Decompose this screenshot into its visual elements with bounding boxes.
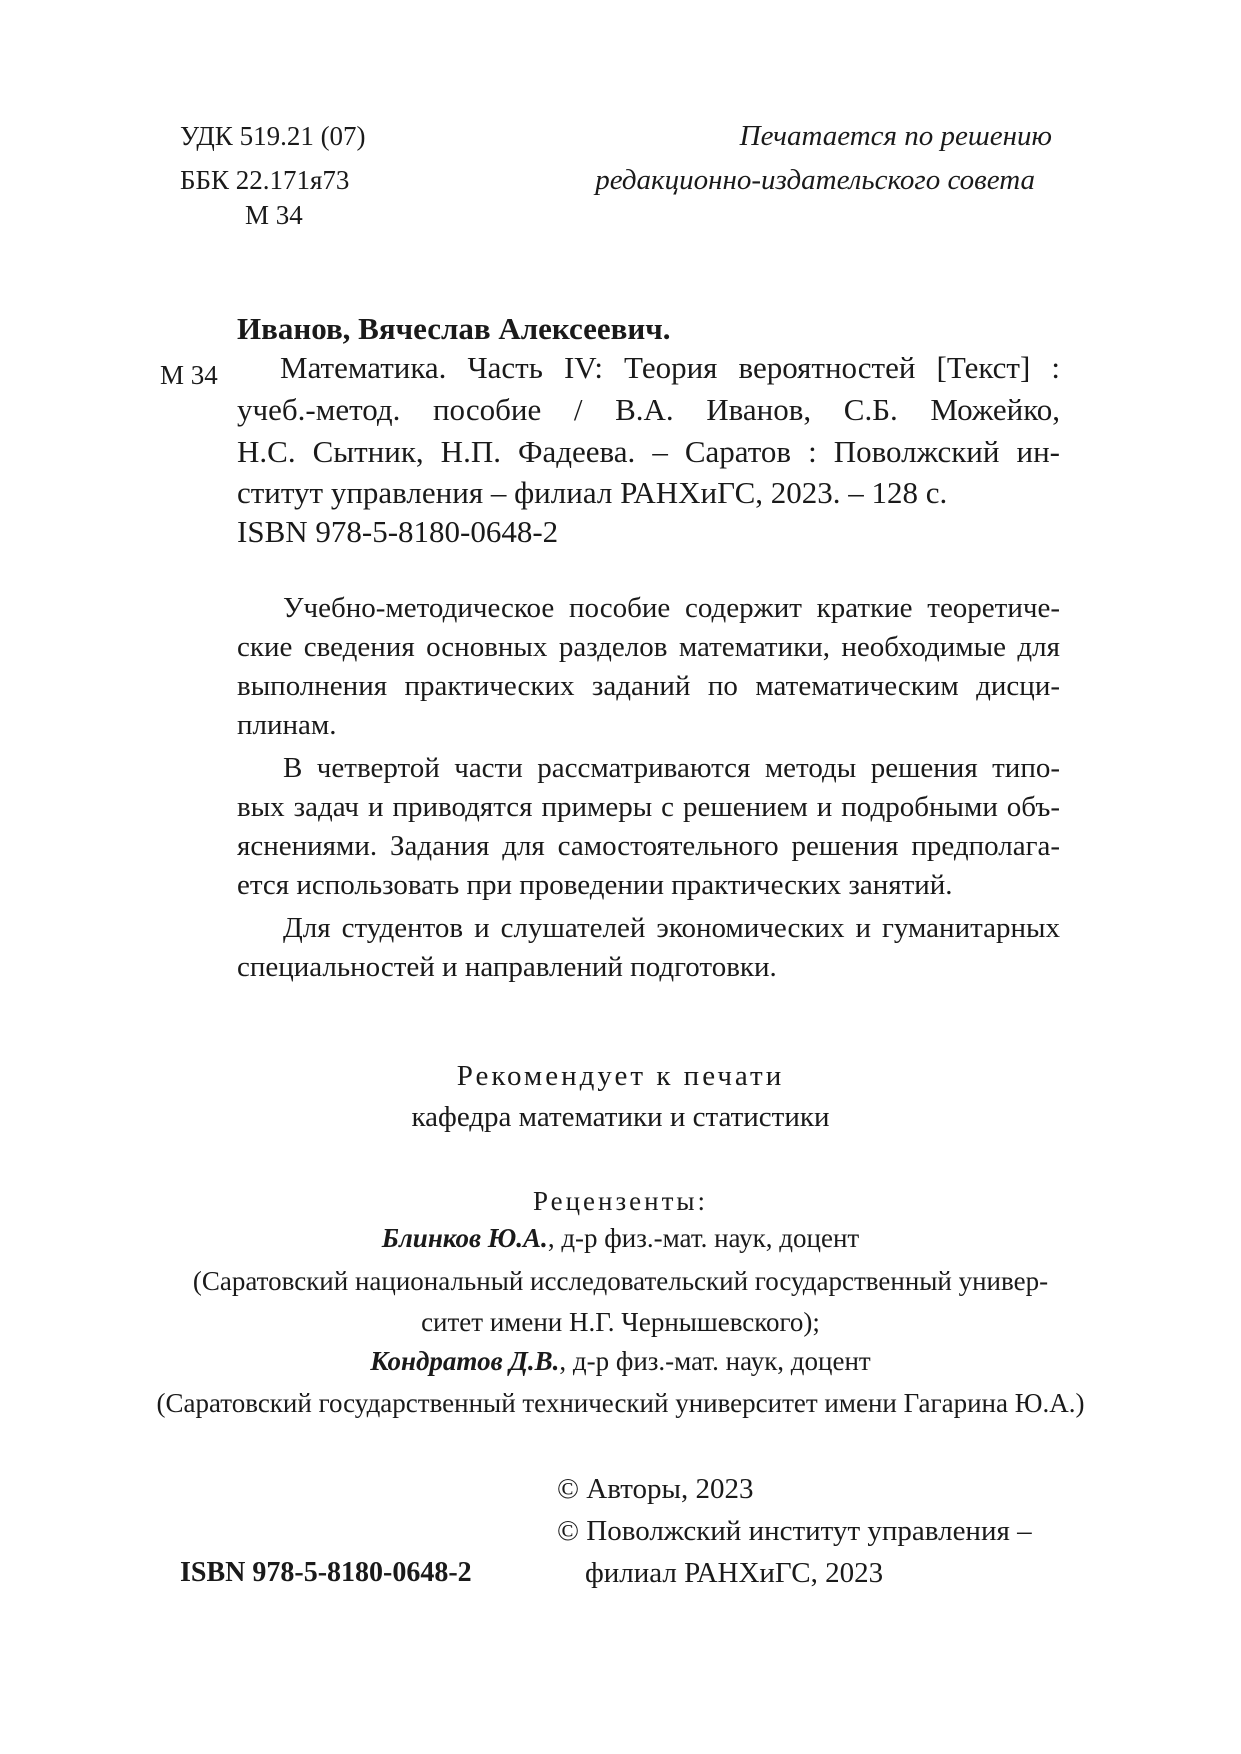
reviewer-2-name: Кондратов Д.В. (370, 1346, 560, 1376)
annotation-line: яснениями. Задания для самостоятельного решения предполага- (237, 830, 1060, 862)
copyright-institute: © Поволжский институт управления – (557, 1515, 1032, 1547)
annotation-line: плинам. (237, 709, 337, 741)
annotation-line: В четвертой части рассматриваются методы решения типо- (283, 752, 1060, 784)
reviewers-title: Рецензенты: (532, 1186, 709, 1216)
reviewer-1-affiliation: (Саратовский национальный исследовательский государственный универ- (192, 1266, 1049, 1296)
annotation-line: Учебно-методическое пособие содержит краткие теоретиче- (283, 592, 1060, 624)
bib-line-4: ститут управления – филиал РАНХиГС, 2023. – 128 с. (237, 475, 948, 510)
annotation-line: Для студентов и слушателей экономических и гуманитарных (283, 912, 1060, 944)
annotation-line: выполнения практических заданий по математическим дисци- (237, 670, 1060, 702)
author-mark-side: М 34 (160, 360, 218, 390)
bbk-code: ББК 22.171я73 (180, 165, 350, 195)
bib-line-1: Математика. Часть IV: Теория вероятностей [Текст] : (280, 350, 1060, 385)
copyright-institute-cont: филиал РАНХиГС, 2023 (585, 1557, 884, 1589)
annotation-line: ские сведения основных разделов математики, необходимые для (237, 631, 1060, 663)
reviewer-1-affiliation-cont: ситет имени Н.Г. Чернышевского); (421, 1307, 820, 1337)
print-approval-line-2: редакционно-издательского совета (595, 164, 1035, 196)
reviewer-1-degree: , д-р физ.-мат. наук, доцент (547, 1223, 860, 1253)
reviewer-2-affiliation: (Саратовский государственный технический университет имени Гагарина Ю.А.) (156, 1388, 1085, 1418)
reviewer-1-name: Блинков Ю.А. (381, 1223, 548, 1253)
author-mark: М 34 (245, 200, 303, 230)
reviewer-1 (0, 1220, 1241, 1256)
annotation-line: ется использовать при проведении практических занятий. (237, 869, 953, 901)
print-approval-line-1: Печатается по решению (739, 120, 1052, 152)
bib-isbn: ISBN 978-5-8180-0648-2 (237, 514, 559, 549)
reviewer-2 (0, 1343, 1241, 1379)
isbn-footer: ISBN 978-5-8180-0648-2 (180, 1557, 472, 1588)
bib-line-2: учеб.-метод. пособие / В.А. Иванов, С.Б. Можейко, (237, 392, 1060, 427)
copyright-authors: © Авторы, 2023 (557, 1473, 754, 1505)
reviewer-2-degree: , д-р физ.-мат. наук, доцент (559, 1346, 871, 1376)
recommendation-department: кафедра математики и статистики (411, 1101, 830, 1133)
udk-code: УДК 519.21 (07) (180, 121, 366, 151)
bib-line-3: Н.С. Сытник, Н.П. Фадеева. – Саратов : Поволжский ин- (237, 434, 1060, 469)
annotation-line: вых задач и приводятся примеры с решением и подробными объ- (237, 791, 1060, 823)
author-heading: Иванов, Вячеслав Алексеевич. (237, 311, 671, 346)
recommendation-title: Рекомендует к печати (456, 1060, 785, 1092)
annotation-line: специальностей и направлений подготовки. (237, 951, 777, 983)
